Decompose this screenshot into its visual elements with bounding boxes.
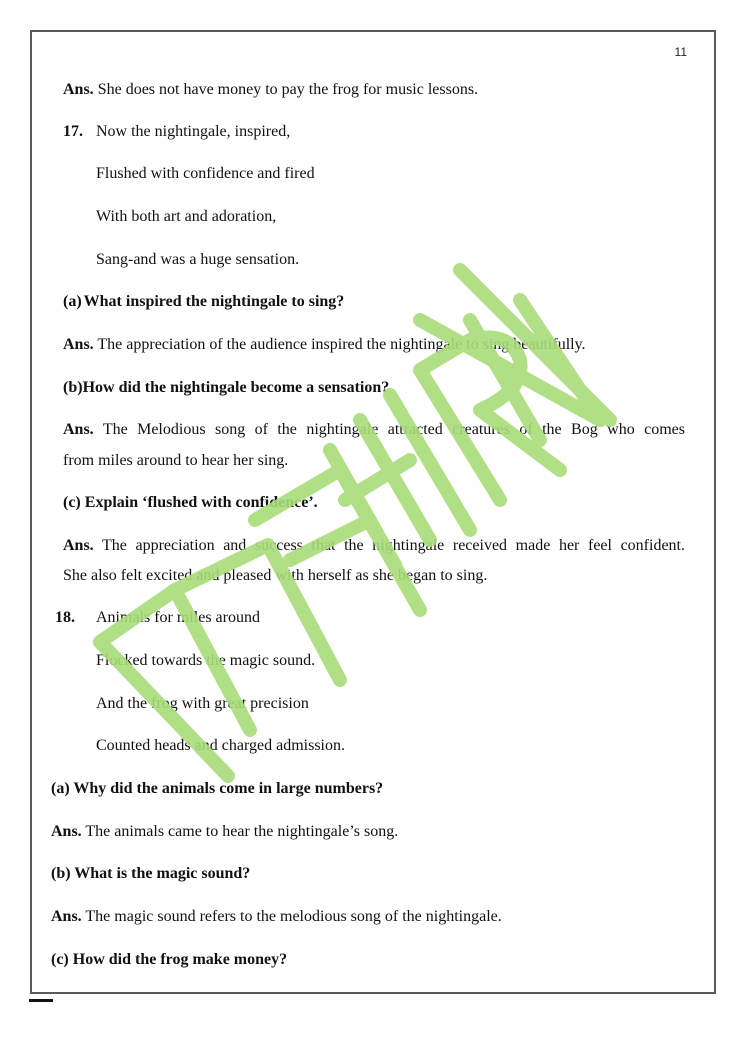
question-18b: (b) What is the magic sound? — [51, 865, 251, 882]
poem-line: Counted heads and charged admission. — [96, 737, 345, 754]
answer-text: She does not have money to pay the frog for music lessons. — [93, 81, 479, 98]
poem-line: Flushed with confidence and fired — [96, 165, 315, 182]
answer-18b: Ans. The magic sound refers to the melodious song of the nightingale. — [51, 908, 502, 925]
answer-17c-line2: She also felt excited and pleased with herself as she began to sing. — [63, 567, 488, 584]
question-17-number: 17. — [63, 123, 83, 140]
poem-line: Sang-and was a huge sensation. — [96, 251, 300, 268]
question-18-number: 18. — [55, 609, 75, 626]
answer-17b-line1: Ans. The Melodious song of the nightingale attracted creatures of the Bog who comes — [63, 421, 685, 438]
question-18a: (a) Why did the animals come in large numbers? — [51, 780, 384, 797]
poem-line: With both art and adoration, — [96, 208, 277, 225]
question-17c: (c) Explain ‘flushed with confidence’. — [63, 494, 318, 511]
answer-16c — [63, 80, 478, 100]
answer-17c-line1: Ans. The appreciation and success that the nightingale received made her feel confident. — [63, 537, 685, 554]
page-number: 11 — [674, 45, 687, 59]
question-18c: (c) How did the frog make money? — [51, 951, 288, 968]
answer-18a: Ans. The animals came to hear the nightingale’s song. — [51, 823, 399, 840]
answer-17a: Ans. The appreciation of the audience inspired the nightingale to sing beautifully. — [63, 336, 586, 353]
answer-17b-line2: from miles around to hear her sing. — [63, 452, 289, 469]
poem-line: Flocked towards the magic sound. — [96, 652, 316, 669]
poem-line: Now the nightingale, inspired, — [96, 123, 291, 140]
corner-mark — [29, 999, 53, 1002]
answer-label: Ans. — [63, 81, 94, 98]
poem-line: Animals for miles around — [96, 609, 260, 626]
question-17b: (b)How did the nightingale become a sensation? — [63, 379, 390, 396]
question-17a: (a) What inspired the nightingale to sing? — [63, 293, 345, 310]
poem-line: And the frog with great precision — [96, 695, 309, 712]
